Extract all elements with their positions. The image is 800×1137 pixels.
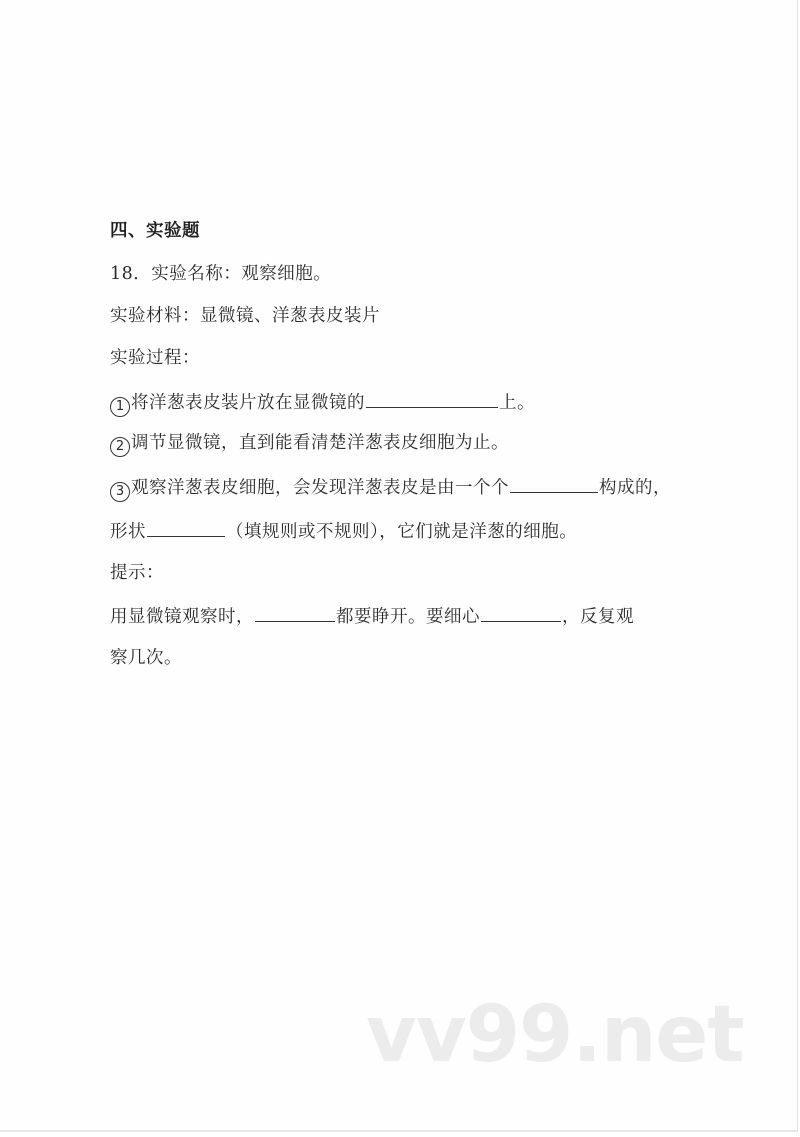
- step-3-text-before: 观察洋葱表皮细胞，会发现洋葱表皮是由一个个: [131, 478, 509, 498]
- answer-blank-shape[interactable]: [147, 518, 225, 537]
- step-3-marker: 3: [110, 482, 130, 502]
- step-2-marker: 2: [110, 437, 130, 457]
- materials-line: 实验材料：显微镜、洋葱表皮装片: [110, 306, 380, 326]
- question-title: 实验名称：观察细胞。: [151, 264, 332, 284]
- question-number: 18．: [110, 264, 152, 284]
- step-3-continued: [110, 518, 577, 544]
- answer-blank-stage[interactable]: [366, 389, 498, 408]
- step-1-marker: 1: [110, 397, 130, 417]
- hint-label: 提示：: [110, 563, 164, 583]
- step-2: [110, 431, 509, 457]
- step-3: [110, 474, 671, 502]
- hint-line-2: 察几次。: [110, 648, 182, 668]
- answer-blank-observe[interactable]: [481, 603, 561, 622]
- process-label: 实验过程：: [110, 348, 200, 368]
- step-1-text-before: 将洋葱表皮装片放在显微镜的: [131, 393, 365, 413]
- hint-part-1: 用显微镜观察时，: [110, 607, 254, 627]
- hint-part-2: 都要睁开。要细心: [336, 607, 480, 627]
- step-1-text-after: 上。: [499, 393, 535, 413]
- step-2-text: 调节显微镜，直到能看清楚洋葱表皮细胞为止。: [131, 433, 509, 453]
- answer-blank-composition[interactable]: [510, 474, 598, 493]
- watermark-text: vv99.net: [366, 990, 744, 1080]
- hint-line-1: [110, 603, 634, 629]
- step-1: [110, 389, 535, 417]
- section-heading: 四、实验题: [110, 221, 200, 241]
- step-3-text-after: 构成的，: [599, 478, 671, 498]
- answer-blank-eyes[interactable]: [255, 603, 335, 622]
- hint-part-3: ，反复观: [562, 607, 634, 627]
- question-title-line: [110, 262, 331, 286]
- step-3-line2-before: 形状: [110, 522, 146, 542]
- step-3-line2-after: （填规则或不规则），它们就是洋葱的细胞。: [226, 522, 578, 542]
